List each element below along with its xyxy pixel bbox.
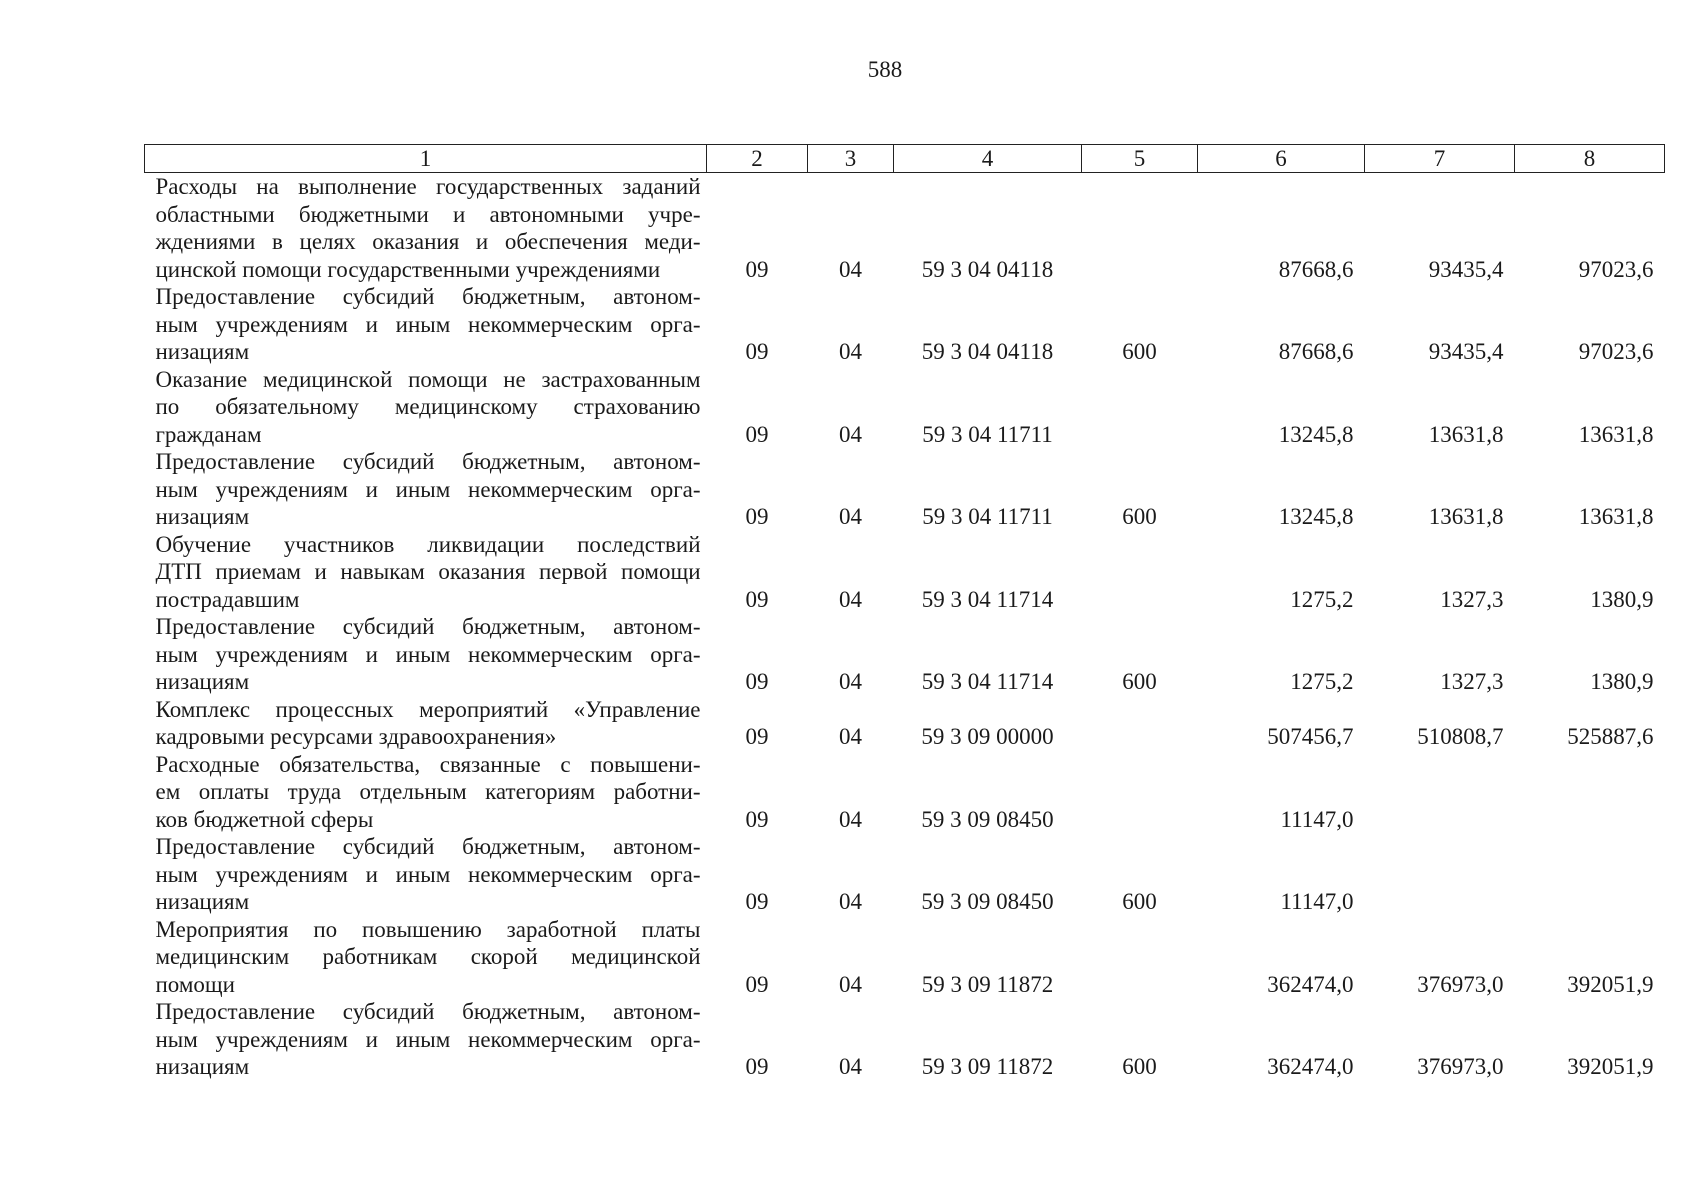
amount-year-2 [1365, 833, 1515, 916]
row-name-line: кадровыми ресурсами здравоохранения» [155, 724, 557, 749]
amount-year-2: 1327,3 [1440, 586, 1504, 612]
amount-year-3: 97023,6 [1578, 339, 1654, 364]
amount-year-3: 13631,8 [1578, 421, 1654, 447]
amount-year-1: 11147,0 [1280, 889, 1354, 914]
amount-year-1: 1275,2 [1290, 586, 1354, 612]
amount-year-1: 507456,7 [1267, 724, 1354, 749]
expense-type-code [1082, 531, 1198, 614]
row-name-line: ДТП приемам и навыкам оказания первой помощи [155, 559, 701, 584]
amount-year-2: 93435,4 [1428, 339, 1504, 364]
expense-type-code: 600 [1122, 669, 1157, 694]
subsection-code: 04 [839, 1054, 862, 1079]
section-code: 09 [745, 1054, 769, 1079]
table-row [145, 531, 1665, 614]
table-row [145, 173, 1665, 284]
amount-year-2: 1327,3 [1440, 669, 1504, 694]
row-name-line: Предоставление субсидий бюджетным, автоном- [155, 284, 701, 309]
row-name [145, 696, 707, 751]
row-name-line: ков бюджетной сферы [155, 806, 374, 832]
table-row [145, 833, 1665, 916]
subsection-code: 04 [839, 339, 862, 364]
row-name [145, 173, 707, 284]
amount-year-3 [1515, 751, 1665, 834]
row-name-line: Предоставление субсидий бюджетным, автоном- [155, 449, 701, 474]
column-header-7: 7 [1365, 145, 1515, 173]
row-name-line: ным учреждениям и иным некоммерческим орга- [155, 476, 701, 502]
expense-type-code: 600 [1122, 339, 1157, 364]
section-code: 09 [745, 971, 769, 997]
target-article-code: 59 3 09 00000 [921, 724, 1054, 749]
row-name-line: гражданам [155, 421, 262, 447]
subsection-code: 04 [839, 586, 862, 612]
row-name-line: ным учреждениям и иным некоммерческим орга- [155, 1026, 701, 1052]
amount-year-3: 97023,6 [1578, 256, 1654, 282]
target-article-code: 59 3 04 11714 [921, 669, 1054, 694]
section-code: 09 [745, 806, 769, 832]
subsection-code: 04 [839, 256, 862, 282]
row-name-line: ным учреждениям и иным некоммерческим орга- [155, 861, 701, 887]
amount-year-3: 525887,6 [1567, 724, 1654, 749]
row-name [145, 833, 707, 916]
column-header-3: 3 [808, 145, 894, 173]
column-header-5: 5 [1082, 145, 1198, 173]
page-number: 588 [867, 57, 903, 82]
row-name-line: пострадавшим [155, 586, 300, 612]
row-name-line: ем оплаты труда отдельным категориям работни- [155, 779, 701, 804]
row-name [145, 998, 707, 1081]
column-header-4: 4 [894, 145, 1082, 173]
section-code: 09 [745, 504, 769, 529]
target-article-code: 59 3 04 11714 [921, 586, 1054, 612]
expense-type-code [1082, 696, 1198, 751]
subsection-code: 04 [839, 669, 862, 694]
amount-year-1: 13245,8 [1278, 504, 1354, 529]
expense-type-code [1082, 366, 1198, 449]
subsection-code: 04 [839, 971, 862, 997]
amount-year-3: 1380,9 [1590, 669, 1654, 694]
row-name-line: по обязательному медицинскому страхованию [155, 394, 701, 419]
row-name-line: медицинским работникам скорой медицинской [155, 944, 701, 969]
row-name-line: низациям [155, 504, 250, 529]
section-code: 09 [745, 256, 769, 282]
section-code: 09 [745, 669, 769, 694]
subsection-code: 04 [839, 724, 862, 749]
row-name-line: ным учреждениям и иным некоммерческим орга- [155, 311, 701, 337]
subsection-code: 04 [839, 889, 862, 914]
section-code: 09 [745, 889, 769, 914]
expense-type-code: 600 [1122, 1054, 1157, 1079]
row-name [145, 751, 707, 834]
row-name [145, 283, 707, 366]
target-article-code: 59 3 04 11711 [922, 421, 1053, 447]
amount-year-1: 87668,6 [1278, 256, 1354, 282]
row-name-line: Комплекс процессных мероприятий «Управление [155, 696, 701, 722]
target-article-code: 59 3 09 08450 [921, 889, 1054, 914]
amount-year-1: 87668,6 [1278, 339, 1354, 364]
section-code: 09 [745, 421, 769, 447]
row-name-line: низациям [155, 1054, 250, 1079]
section-code: 09 [745, 586, 769, 612]
row-name [145, 916, 707, 999]
row-name [145, 448, 707, 531]
budget-table [144, 144, 1665, 1081]
table-row [145, 998, 1665, 1081]
amount-year-2: 376973,0 [1417, 1054, 1504, 1079]
table-row [145, 366, 1665, 449]
row-name-line: областными бюджетными и автономными учре- [155, 201, 701, 227]
amount-year-1: 362474,0 [1267, 971, 1354, 997]
row-name-line: Предоставление субсидий бюджетным, автоном- [155, 834, 701, 859]
amount-year-3: 1380,9 [1590, 586, 1654, 612]
row-name-line: Обучение участников ликвидации последствий [155, 531, 701, 557]
target-article-code: 59 3 04 04118 [921, 339, 1054, 364]
row-name-line: Расходы на выполнение государственных заданий [155, 174, 701, 199]
amount-year-3: 13631,8 [1578, 504, 1654, 529]
column-header-1: 1 [145, 145, 707, 173]
row-name-line: Оказание медицинской помощи не застрахованным [155, 366, 701, 392]
section-code: 09 [745, 339, 769, 364]
table-row [145, 751, 1665, 834]
amount-year-2 [1365, 751, 1515, 834]
table-header-row [145, 145, 1665, 173]
row-name [145, 531, 707, 614]
subsection-code: 04 [839, 421, 862, 447]
column-header-2: 2 [707, 145, 808, 173]
row-name-line: ным учреждениям и иным некоммерческим орга- [155, 641, 701, 667]
row-name-line: Расходные обязательства, связанные с повышени- [155, 751, 701, 777]
table-row [145, 283, 1665, 366]
amount-year-1: 362474,0 [1267, 1054, 1354, 1079]
expense-type-code [1082, 173, 1198, 284]
amount-year-2: 93435,4 [1428, 256, 1504, 282]
amount-year-2: 376973,0 [1417, 971, 1504, 997]
table-body [145, 173, 1665, 1081]
row-name-line: Мероприятия по повышению заработной платы [155, 916, 701, 942]
row-name-line: Предоставление субсидий бюджетным, автоном- [155, 999, 701, 1024]
expense-type-code [1082, 916, 1198, 999]
amount-year-1: 1275,2 [1290, 669, 1354, 694]
target-article-code: 59 3 09 08450 [921, 806, 1054, 832]
table-row [145, 613, 1665, 696]
amount-year-2: 13631,8 [1428, 504, 1504, 529]
row-name-line: низациям [155, 339, 250, 364]
table-row [145, 916, 1665, 999]
table-row [145, 696, 1665, 751]
section-code: 09 [745, 724, 769, 749]
target-article-code: 59 3 04 11711 [922, 504, 1053, 529]
amount-year-3: 392051,9 [1567, 1054, 1654, 1079]
expense-type-code: 600 [1122, 504, 1157, 529]
row-name-line: низациям [155, 889, 250, 914]
amount-year-2: 510808,7 [1417, 724, 1504, 749]
table-row [145, 448, 1665, 531]
amount-year-1: 11147,0 [1280, 806, 1354, 832]
target-article-code: 59 3 04 04118 [921, 256, 1054, 282]
column-header-6: 6 [1198, 145, 1365, 173]
target-article-code: 59 3 09 11872 [921, 971, 1054, 997]
subsection-code: 04 [839, 806, 862, 832]
row-name-line: Предоставление субсидий бюджетным, автоном- [155, 614, 701, 639]
subsection-code: 04 [839, 504, 862, 529]
row-name [145, 366, 707, 449]
amount-year-3: 392051,9 [1567, 971, 1654, 997]
amount-year-3 [1515, 833, 1665, 916]
row-name-line: цинской помощи государственными учреждениями [155, 256, 661, 282]
row-name-line: низациям [155, 669, 250, 694]
row-name [145, 613, 707, 696]
amount-year-1: 13245,8 [1278, 421, 1354, 447]
amount-year-2: 13631,8 [1428, 421, 1504, 447]
target-article-code: 59 3 09 11872 [921, 1054, 1054, 1079]
row-name-line: ждениями в целях оказания и обеспечения меди- [155, 229, 701, 254]
expense-type-code: 600 [1122, 889, 1157, 914]
row-name-line: помощи [155, 971, 235, 997]
expense-type-code [1082, 751, 1198, 834]
column-header-8: 8 [1515, 145, 1665, 173]
